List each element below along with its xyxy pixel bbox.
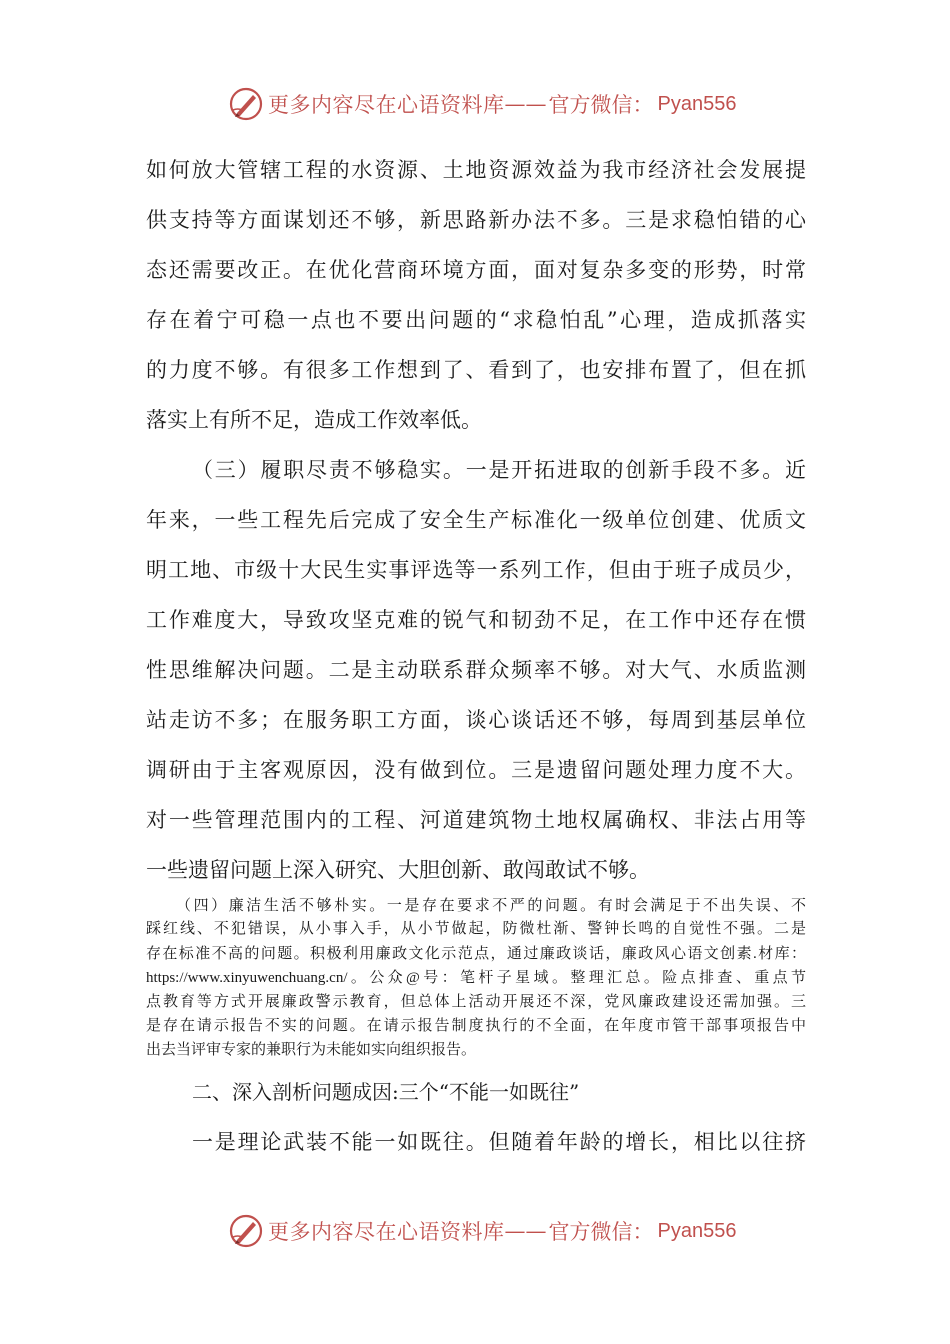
text-line: 态还需要改正。在优化营商环境方面，面对复杂多变的形势，时常 [146,258,806,282]
text-line: 的力度不够。有很多工作想到了、看到了，也安排布置了，但在抓 [146,358,806,382]
watermark-dash: —— [504,92,547,116]
pen-logo-icon [228,86,264,122]
text-line: 工作难度大，导致攻坚克难的锐气和韧劲不足，在工作中还存在惯 [146,608,806,632]
text-line: 落实上有所不足，造成工作效率低。 [146,408,482,432]
text-line: 存在着宁可稳一点也不要出问题的“求稳怕乱”心理，造成抓落实 [146,308,806,332]
watermark-banner-bottom [228,1211,736,1251]
watermark-banner-top [228,84,736,124]
text-line: 是存在请示报告不实的问题。在请示报告制度执行的不全面，在年度市管干部事项报告中 [146,1018,806,1034]
watermark-wechat-label: 官方微信： [548,93,654,117]
text-line: 明工地、市级十大民生实事评选等一系列工作，但由于班子成员少， [146,558,806,582]
text-line: （三）履职尽责不够稳实。一是开拓进取的创新手段不多。近 [192,458,806,482]
text-line: 踩红线、不犯错误，从小事入手，从小节做起，防微杜渐、警钟长鸣的自觉性不强。二是 [146,921,806,937]
text-line: 对一些管理范围内的工程、河道建筑物土地权属确权、非法占用等 [146,808,806,832]
text-line: 一是理论武装不能一如既往。但随着年龄的增长，相比以往挤 [192,1130,806,1154]
watermark-wechat-id: Pyan556 [657,92,737,115]
text-line: 供支持等方面谋划还不够，新思路新办法不多。三是求稳怕错的心 [146,208,806,232]
text-line: https://www.xinyuwenchuang.cn/。公众@号：笔杆子星域。整理汇总。险点排查、重点节 [146,970,806,986]
section-heading: 二、深入剖析问题成因:三个“不能一如既往” [192,1080,580,1104]
text-line: 如何放大管辖工程的水资源、土地资源效益为我市经济社会发展提 [146,158,806,182]
watermark-wechat-label: 官方微信： [548,1220,654,1244]
text-line: 年来，一些工程先后完成了安全生产标准化一级单位创建、优质文 [146,508,806,532]
text-line: 调研由于主客观原因，没有做到位。三是遗留问题处理力度不大。 [146,758,806,782]
watermark-text: 更多内容尽在心语资料库 [268,1220,505,1244]
text-line: 出去当评审专家的兼职行为未能如实向组织报告。 [146,1042,477,1058]
text-line: 性思维解决问题。二是主动联系群众频率不够。对大气、水质监测 [146,658,806,682]
text-line: 点教育等方式开展廉政警示教育，但总体上活动开展还不深，党风廉政建设还需加强。三 [146,994,806,1010]
watermark-dash: —— [504,1219,547,1243]
text-line: （四）廉洁生活不够朴实。一是存在要求不严的问题。有时会满足于不出失误、不 [176,898,806,914]
watermark-wechat-id: Pyan556 [657,1219,737,1242]
pen-logo-icon [228,1213,264,1249]
text-line: 一些遗留问题上深入研究、大胆创新、敢闯敢试不够。 [146,858,650,882]
text-line: 站走访不多；在服务职工方面，谈心谈话还不够，每周到基层单位 [146,708,806,732]
text-line: 存在标准不高的问题。积极利用廉政文化示范点，通过廉政谈话，廉政风心语文创素.材库： [146,946,806,962]
watermark-text: 更多内容尽在心语资料库 [268,93,505,117]
